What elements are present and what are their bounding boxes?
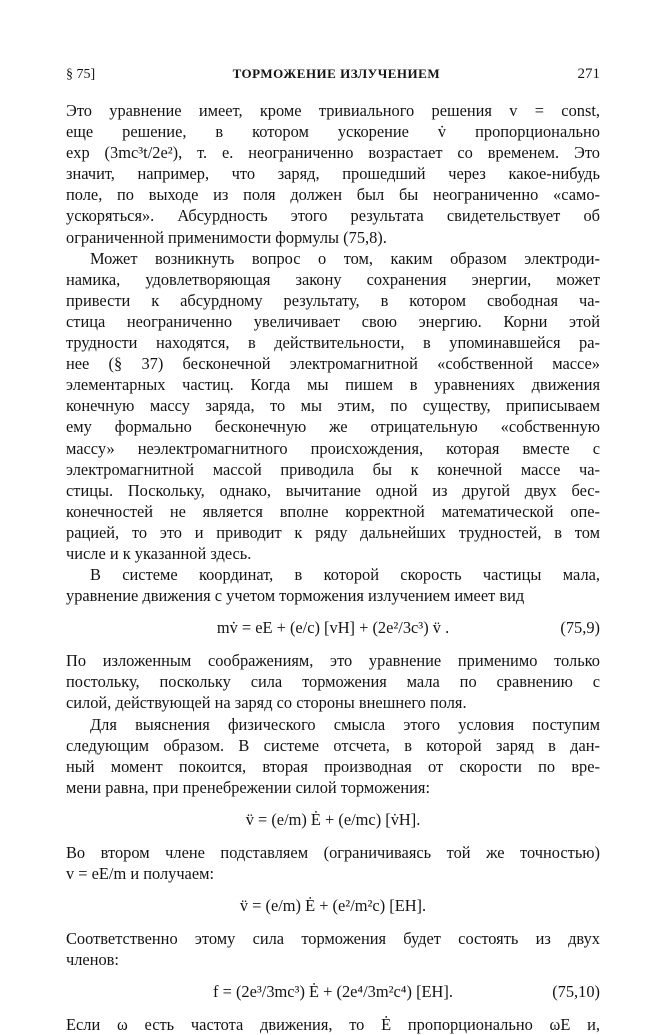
page-number: 271	[577, 66, 600, 82]
text-line: v = eE/m и получаем:	[66, 864, 215, 883]
chapter-title: ТОРМОЖЕНИЕ ИЗЛУЧЕНИЕМ	[232, 66, 441, 81]
text-line: ограниченной применимости формулы (75,8).	[66, 227, 387, 247]
text-line: Во втором члене подставляем (ограничиваясь той же точностью)	[66, 842, 600, 862]
equation-a-body: v̈ = (e/m) Ė + (e/mc) [v̇H].	[245, 809, 421, 829]
text-line: членов:	[66, 950, 119, 970]
equation-substituted	[66, 884, 600, 928]
paragraph-3	[66, 564, 600, 606]
text-line: еще решение, в котором ускорение v̇ пропорционально	[66, 122, 600, 142]
text-line: По изложенным соображениям, это уравнение применимо только	[66, 651, 600, 671]
text-line: стицы. Поскольку, однако, вычитание одной из другой двух бес-	[66, 480, 600, 500]
text-line: мени равна, при пренебрежении силой торможения:	[66, 777, 431, 797]
text-line: привести к абсурдному результату, в котором свободная ча-	[66, 290, 600, 310]
running-header	[66, 66, 600, 83]
text-line: рацией, то это и приводит к ряду дальнейших трудностей, в том	[66, 522, 600, 542]
text-line: элементарных частиц. Когда мы пишем в уравнениях движения	[66, 375, 600, 395]
text-line: следующим образом. В системе отсчета, в которой заряд в дан-	[66, 735, 600, 755]
equation-75-10	[66, 970, 600, 1014]
text-line: ный момент покоится, вторая производная от скорости по вре-	[66, 756, 600, 776]
text-line: трудности находятся, в действительности, в упоминавшейся ра-	[66, 333, 600, 353]
paragraph-5	[66, 714, 600, 798]
text-line: стица неограниченно увеличивает свою энергию. Корни этой	[66, 311, 600, 331]
body-text	[66, 100, 600, 1035]
text-line: Соответственно этому сила торможения будет состоять из двух	[66, 929, 600, 949]
equation-75-10-body: f = (2e³/3mc³) Ė + (2e⁴/3m²c⁴) [EH].	[213, 982, 453, 1002]
text-line: силой, действующей на заряд со стороны внешнего поля.	[66, 693, 467, 713]
text-line: электромагнитной массой приводила бы к конечной массе ча-	[66, 459, 600, 479]
equation-75-9	[66, 606, 600, 650]
paragraph-6	[66, 842, 600, 884]
text-line: ему формально бесконечную же отрицательную «собственную	[66, 417, 600, 437]
equation-second-derivative	[66, 798, 600, 842]
paragraph-4	[66, 650, 600, 713]
text-line: массу» неэлектромагнитного происхождения, которая вместе с	[66, 438, 600, 458]
equation-b-body: v̈ = (e/m) Ė + (e²/m²c) [EH].	[239, 896, 427, 916]
paragraph-8	[66, 1014, 600, 1035]
text-line: В системе координат, в которой скорость частицы мала,	[90, 565, 600, 585]
paragraph-2	[66, 248, 600, 564]
section-ref: § 75]	[66, 67, 96, 82]
equation-75-10-number: (75,10)	[552, 982, 600, 1002]
text-line: значит, например, что заряд, прошедший через какое-нибудь	[66, 164, 600, 184]
text-line: exp (3mc³t/2e²), т. е. неограниченно возрастает со временем. Это	[66, 143, 600, 163]
text-line: Это уравнение имеет, кроме тривиального решения v = const,	[66, 101, 600, 120]
text-line: Для выяснения физического смысла этого условия поступим	[90, 714, 600, 734]
text-line: нее (§ 37) бесконечной электромагнитной «собственной массе»	[66, 354, 600, 374]
text-line: уравнение движения с учетом торможения излучением имеет вид	[66, 586, 525, 606]
text-line: конечностей не является вполне корректной математической опе-	[66, 501, 600, 521]
paragraph-7	[66, 928, 600, 970]
text-line: ускоряться». Абсурдность этого результата свидетельствует об	[66, 206, 600, 226]
equation-75-9-number: (75,9)	[560, 618, 600, 638]
paragraph-1	[66, 100, 600, 248]
text-line: Если ω есть частота движения, то Ė пропорционально ωE и,	[66, 1015, 600, 1035]
text-line: числе и к указанной здесь.	[66, 543, 252, 563]
text-line: конечную массу заряда, то мы этим, по существу, приписываем	[66, 396, 600, 416]
text-line: поле, по выходе из поля должен был бы неограниченно «само-	[66, 185, 600, 205]
text-line: постольку, поскольку сила торможения мала по сравнению с	[66, 672, 600, 692]
text-line: Может возникнуть вопрос о том, каким образом электроди-	[90, 248, 600, 268]
text-line: намика, удовлетворяющая закону сохранения энергии, может	[66, 269, 600, 289]
equation-75-9-body: mv̇ = eE + (e/c) [vH] + (2e²/3c³) v̈ .	[216, 618, 450, 638]
